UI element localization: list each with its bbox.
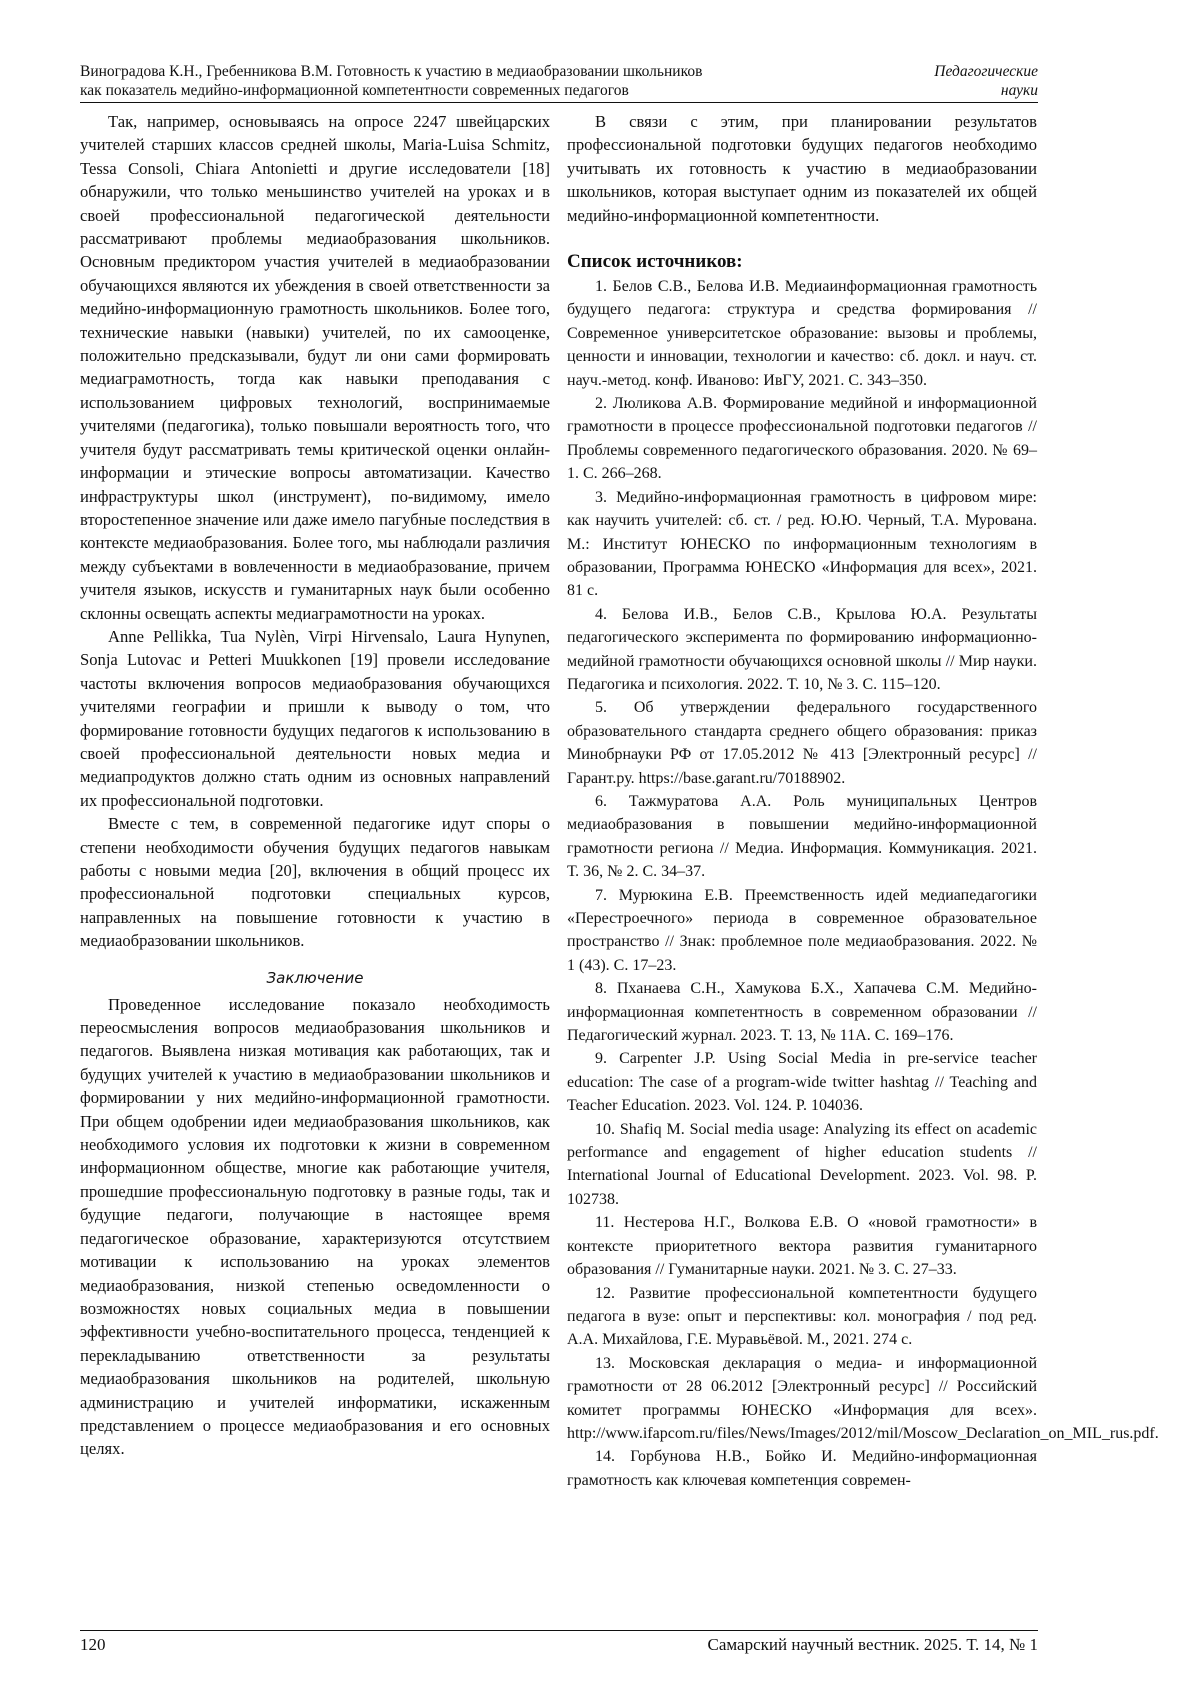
journal-citation: Самарский научный вестник. 2025. Т. 14, № 1 — [707, 1635, 1038, 1654]
header-article-citation — [80, 62, 850, 100]
header-line-2: как показатель медийно-информационной компетентности современных педагогов — [80, 82, 629, 99]
reference-item: 12. Развитие профессиональной компетентности будущего педагога в вузе: опыт и перспективы: кол. монография / под ред. А.А. Михайлова, Г.Е. Муравьёвой. М., 2021. 274 с. — [567, 1284, 1037, 1349]
reference-item: 6. Тажмуратова А.А. Роль муниципальных Центров медиаобразования в повышении медийно-информационной грамотности региона // Медиа. Информация. Коммуникация. 2021. Т. 36, № 2. С. 34–37. — [567, 792, 1037, 881]
body-paragraph: В связи с этим, при планировании результатов профессиональной подготовки будущих педагогов необходимо учитывать их готовность к участию в медиаобразовании школьников, которая выступает одним из показателей их общей медийно-информационной компетентности. — [567, 112, 1037, 225]
body-paragraph: Так, например, основываясь на опросе 2247 швейцарских учителей старших классов средней школы, Maria-Luisa Schmitz, Tessa Consoli, Chiara Antonietti и другие исследователи [18] обнаружили, что только меньшинство учителей на уроках и в своей профессиональной педагогической деятельности рассматривают проблемы медиаобразования школьников. Основным предиктором участия учителей в медиаобразовании обучающихся являются их убеждения в своей ответственности за медийно-информационную грамотность школьников. Более того, технические навыки (навыки) учителей, по их самооценке, положительно предсказывали, будут ли они сами формировать медиаграмотность, тогда как навыки преподавания с использованием цифровых технологий, воспринимаемые учителями (педагогика), только повышали вероятность того, что учителя будут рассматривать темы критической оценки онлайн-информации и этические вопросы автоматизации. Качество инфраструктуры школ (инструмент), по-видимому, имело второстепенное значение или даже имело пагубные последствия в контексте медиаобразования. Более того, мы наблюдали различия между субъектами в вовлеченности в медиаобразование, причем учителя языков, искусств и гуманитарных наук были особенно склонны освещать аспекты медиаграмотности на уроках. — [80, 112, 550, 623]
conclusion-heading: Заключение — [266, 968, 364, 987]
header-divider — [80, 102, 1038, 103]
reference-item: 11. Нестерова Н.Г., Волкова Е.В. О «новой грамотности» в контексте приоритетного вектора развития гуманитарного образования // Гуманитарные науки. 2021. № 3. С. 27–33. — [567, 1214, 1037, 1279]
header-section-line-2: науки — [1000, 82, 1038, 99]
reference-item: 7. Мурюкина Е.В. Преемственность идей медиапедагогики «Перестроечного» периода в современное образовательное пространство // Знак: проблемное поле медиаобразования. 2022. № 1 (43). С. 17–23. — [567, 886, 1037, 974]
header-section-name — [868, 62, 1038, 100]
reference-item: 2. Люликова А.В. Формирование медийной и информационной грамотности в процессе профессиональной подготовки педагогов // Проблемы современного педагогического образования. 2020. № 69–1. С. 266–268. — [567, 395, 1037, 483]
body-paragraph: Anne Pellikka, Tua Nylèn, Virpi Hirvensalo, Laura Hynynen, Sonja Lutovac и Petteri Muukkonen [19] провели исследование частоты включения вопросов медиаобразования обучающихся учителями географии и пришли к выводу о том, что формирование готовности будущих педагогов к использованию в своей профессиональной деятельности новых медиа и медиапродуктов должно стать одним из основных направлений их профессиональной подготовки. — [80, 626, 550, 810]
footer-divider — [80, 1630, 1038, 1631]
page-number: 120 — [80, 1635, 106, 1654]
right-column — [567, 110, 1159, 1492]
reference-item: 8. Пханаева С.Н., Хамукова Б.Х., Хапачева С.М. Медийно-информационная компетентность в современном образовании // Педагогический журнал. 2023. Т. 13, № 11А. С. 169–176. — [567, 980, 1037, 1045]
header-section-line-1: Педагогические — [934, 63, 1038, 80]
reference-item: 5. Об утверждении федерального государственного образовательного стандарта среднего общего образования: приказ Минобрнауки РФ от 17.05.2012 № 413 [Электронный ресурс] // Гарант.ру. https://base.garant.ru/70188902. — [567, 699, 1037, 787]
reference-item: 1. Белов С.В., Белова И.В. Медиаинформационная грамотность будущего педагога: структура и средства формирования // Современное университетское образование: вызовы и проблемы, ценности и инновации, технологии и качество: сб. докл. и науч. ст. науч.-метод. конф. Иваново: ИвГУ, 2021. С. 343–350. — [567, 278, 1037, 389]
reference-item: 9. Carpenter J.P. Using Social Media in pre-service teacher education: The case of a program-wide twitter hashtag // Teaching and Teacher Education. 2023. Vol. 124. P. 104036. — [567, 1050, 1037, 1115]
header-line-1: Виноградова К.Н., Гребенникова В.М. Готовность к участию в медиаобразовании школьников — [80, 63, 703, 80]
reference-item: 3. Медийно-информационная грамотность в цифровом мире: как научить учителей: сб. ст. / ред. Ю.Ю. Черный, Т.А. Мурована. М.: Институт ЮНЕСКО по информационным технологиям в образовании, Программа ЮНЕСКО «Информация для всех», 2021. 81 с. — [567, 488, 1037, 600]
running-header — [80, 62, 1038, 100]
reference-item: 14. Горбунова Н.В., Бойко И. Медийно-информационная грамотность как ключевая компетенция современ- — [567, 1448, 1037, 1489]
running-footer — [80, 1633, 1038, 1659]
left-column — [80, 110, 550, 1461]
conclusion-paragraph: Проведенное исследование показало необходимость переосмысления вопросов медиаобразования школьников и педагогов. Выявлена низкая мотивация как работающих, так и будущих учителей к участию в медиаобразовании школьников и формировании у них медийно-информационной грамотности. При общем одобрении идеи медиаобразования школьников, как необходимого условия их подготовки к жизни в современном информационном обществе, многие как работающие учителя, прошедшие профессиональную подготовку в разные годы, так и будущие педагоги, получающие в настоящее время педагогическое образование, характеризуются отсутствием мотивации к использованию на уроках элементов медиаобразования, низкой степенью осведомленности о возможностях новых социальных медиа в повышении эффективности учебно-воспитательного процесса, тенденцией к перекладыванию ответственности за результаты медиаобразования школьников на родителей, школьную администрацию и учителей информатики, искаженным представлением о процессе медиаобразования и его основных целях. — [80, 994, 550, 1459]
reference-item: 4. Белова И.В., Белов С.В., Крылова Ю.А. Результаты педагогического эксперимента по формированию информационно-медийной грамотности обучающихся основной школы // Мир науки. Педагогика и психология. 2022. Т. 10, № 3. С. 115–120. — [567, 605, 1037, 693]
reference-item: 10. Shafiq M. Social media usage: Analyzing its effect on academic performance and engagement of higher education students // International Journal of Educational Development. 2023. Vol. 98. P. 102738. — [567, 1120, 1037, 1208]
references-heading: Список источников: — [567, 251, 743, 273]
reference-item: 13. Московская декларация о медиа- и информационной грамотности от 28 06.2012 [Электронный ресурс] // Российский комитет программы ЮНЕСКО «Информация для всех». http://www.ifapcom.ru/files/News/Images/2012/mil/Moscow_Declaration_on_MIL_rus.pdf. — [567, 1354, 1159, 1442]
body-paragraph: Вместе с тем, в современной педагогике идут споры о степени необходимости обучения будущих педагогов навыкам работы с новыми медиа [20], включения в общий процесс их профессиональной подготовки специальных курсов, направленных на повышение готовности к участию в медиаобразовании школьников. — [80, 814, 550, 951]
